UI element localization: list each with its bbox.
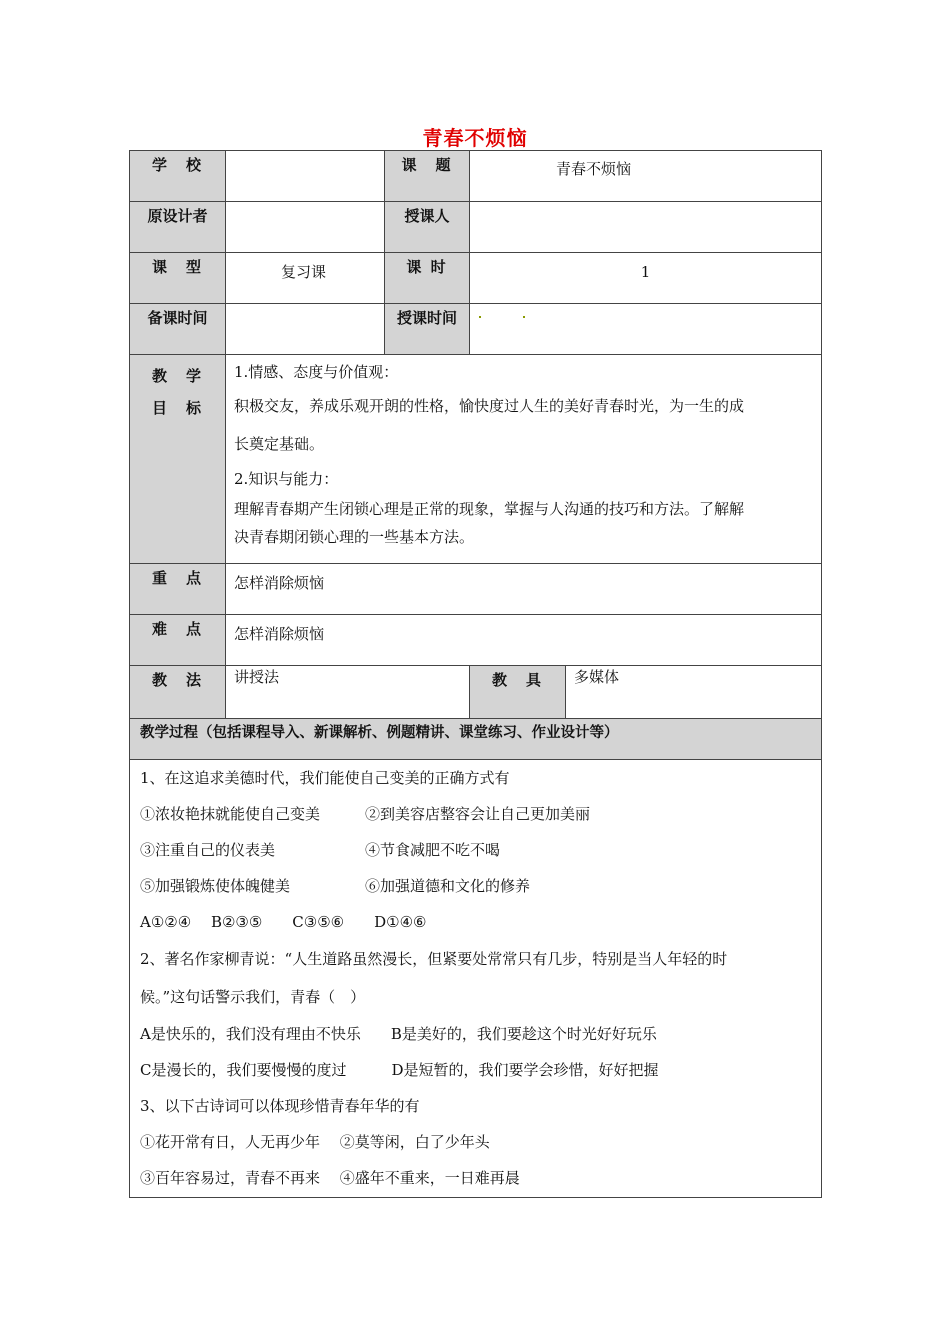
designer-label: 原设计者 [147,207,208,225]
topic-label: 课 题 [401,156,453,174]
topic-label-cell [384,150,470,202]
designer-value-cell[interactable] [225,201,385,253]
class-time-value-cell[interactable] [469,303,822,355]
school-value-cell[interactable] [225,150,385,202]
hours-value-cell[interactable] [469,252,822,304]
difficulty-value: 怎样消除烦恼 [234,625,325,643]
class-time-label: 授课时间 [396,309,457,327]
option-line: ③百年容易过，青春不再来 ④盛年不重来，一日难再晨 [140,1169,520,1187]
option-line: ⑤加强锻炼使体魄健美 ⑥加强道德和文化的修养 [140,877,531,895]
hours-value: 1 [640,263,651,281]
tools-label-cell [469,665,566,719]
option-line: A是快乐的，我们没有理由不快乐 B是美好的，我们要趁这个时光好好玩乐 [140,1025,657,1043]
prep-time-label: 备课时间 [147,309,208,327]
objectives-label-line1: 教 学 [151,367,203,385]
tools-value: 多媒体 [574,668,620,686]
speck-mark [479,316,481,318]
objective-line: 理解青春期产生闭锁心理是正常的现象，掌握与人沟通的技巧和方法。了解解 [234,500,745,518]
prep-time-label-cell [129,303,226,355]
answer-choices-line: A①②④ B②③⑤ C③⑤⑥ D①④⑥ [140,913,427,931]
tools-value-cell [565,665,822,719]
question-line: 2、著名作家柳青说：“人生道路虽然漫长，但紧要处常常只有几步，特别是当人年轻的时 [140,950,728,968]
type-value-cell[interactable] [225,252,385,304]
objective-line: 1.情感、态度与价值观： [234,363,399,381]
method-label-cell [129,665,226,719]
difficulty-value-cell [225,614,822,666]
document-title: 青春不烦恼 [422,126,528,150]
teacher-value-cell[interactable] [469,201,822,253]
difficulty-label-cell [129,614,226,666]
school-label: 学 校 [151,156,203,174]
topic-value-cell[interactable] [469,150,822,202]
type-label: 课 型 [151,258,203,276]
key-point-label: 重 点 [151,569,203,587]
key-point-label-cell [129,563,226,615]
objective-line: 决青春期闭锁心理的一些基本方法。 [234,528,475,546]
topic-value: 青春不烦恼 [556,160,632,178]
objective-line: 积极交友，养成乐观开朗的性格，愉快度过人生的美好青春时光，为一生的成 [234,397,745,415]
teacher-label-cell [384,201,470,253]
question-line: 1、在这追求美德时代，我们能使自己变美的正确方式有 [140,769,510,787]
difficulty-label: 难 点 [151,620,203,638]
objectives-label-line2: 目 标 [151,399,203,417]
option-line: C是漫长的，我们要慢慢的度过 D是短暂的，我们要学会珍惜，好好把握 [140,1061,659,1079]
designer-label-cell [129,201,226,253]
type-value: 复习课 [281,263,327,281]
process-content-cell [129,759,822,1198]
objective-line: 长奠定基础。 [234,435,325,453]
objectives-content-cell [225,354,822,564]
tools-label: 教 具 [491,671,543,689]
question-line: 3、以下古诗词可以体现珍惜青春年华的有 [140,1097,420,1115]
question-line: 候。”这句话警示我们，青春（ ） [140,988,366,1006]
method-label: 教 法 [151,671,203,689]
hours-label-cell [384,252,470,304]
process-header-cell [129,718,822,760]
speck-mark [523,316,525,318]
objectives-label-cell [129,354,226,564]
school-label-cell [129,150,226,202]
method-value-cell [225,665,470,719]
objective-line: 2.知识与能力： [234,470,339,488]
option-line: ①花开常有日，人无再少年 ②莫等闲，白了少年头 [140,1133,490,1151]
class-time-label-cell [384,303,470,355]
hours-label: 课 时 [406,258,448,276]
option-line: ①浓妆艳抹就能使自己变美 ②到美容店整容会让自己更加美丽 [140,805,591,823]
key-point-value: 怎样消除烦恼 [234,574,325,592]
method-value: 讲授法 [234,668,280,686]
key-point-value-cell [225,563,822,615]
process-header: 教学过程（包括课程导入、新课解析、例题精讲、课堂练习、作业设计等） [140,725,619,741]
option-line: ③注重自己的仪表美 ④节食减肥不吃不喝 [140,841,501,859]
teacher-label: 授课人 [404,207,450,225]
prep-time-value-cell[interactable] [225,303,385,355]
type-label-cell [129,252,226,304]
